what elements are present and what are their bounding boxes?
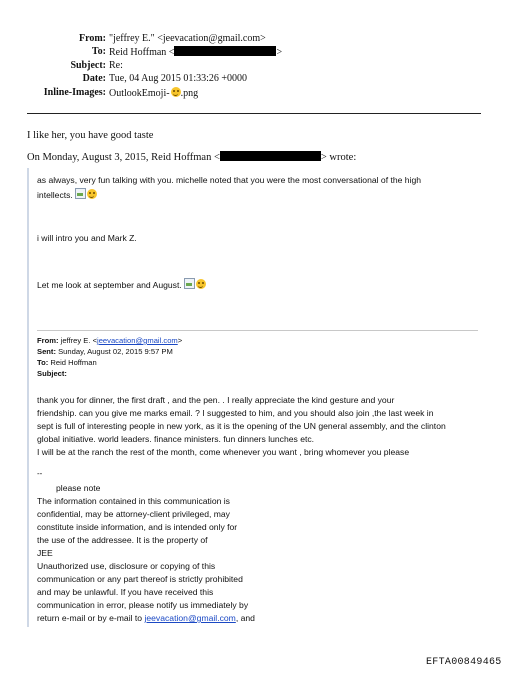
body-line-2: friendship. can you give me marks email. ? I suggested to him, and you should also join ,the last week in [37,408,434,418]
signature-line-6: Unauthorized use, disclosure or copying of this [37,561,216,571]
from-value: "jeffrey E." <jeevacation@gmail.com> [109,33,266,44]
body-line-1: thank you for dinner, the first draft , and the pen. . I really appreciate the kind gesture and your [37,395,395,405]
forward-divider [37,330,478,331]
smiley-emoji-icon [196,279,206,289]
quote-suffix: > wrote: [320,152,357,163]
smiley-emoji-icon [87,189,97,199]
body-line-5: I will be at the ranch the rest of the month, come whenever you want , bring whomever you please [37,447,410,457]
quoted-p3 [37,278,206,290]
signature-line-5: JEE [37,548,53,558]
signature-line-8: and may be unlawful. If you have received this [37,587,214,597]
date-value: Tue, 04 Aug 2015 01:33:26 +0000 [109,73,248,84]
inline-images-value [109,87,198,100]
forward-sent-value: Sunday, August 02, 2015 9:57 PM [58,347,173,356]
quoted-p1-line2-text: intellects. [37,190,73,200]
forward-from-row [37,336,182,345]
subject-row [0,60,512,72]
body-line-3: sept is full of interesting people in new york, as it is the opening of the UN general assembly, and the clinton [37,421,446,431]
forward-from-email-link[interactable]: jeevacation@gmail.com [97,336,178,345]
redaction-box [174,46,276,56]
redaction-box-2 [220,151,321,161]
signature-line-9: communication in error, please notify us immediately by [37,600,249,610]
signature-line-3: constitute inside information, and is intended only for [37,522,238,532]
signature-line-10 [37,613,255,623]
date-row [0,73,512,85]
quote-attribution [27,151,356,163]
forward-to-label: To: [37,358,49,367]
forward-sent-row [37,347,173,356]
signature-email-link[interactable]: jeevacation@gmail.com [144,613,236,623]
forward-to-value: Reid Hoffman [50,358,97,367]
to-value-prefix: Reid Hoffman < [109,47,175,58]
to-value [109,46,282,59]
signature-line-7: communication or any part thereof is strictly prohibited [37,574,243,584]
forward-from-name: jeffrey E. < [60,336,98,345]
to-value-suffix: > [276,47,283,58]
quote-prefix: On Monday, August 3, 2015, Reid Hoffman < [27,152,220,163]
image-placeholder-icon [184,278,195,289]
quoted-p3-text: Let me look at september and August. [37,280,182,290]
to-label: To: [91,46,106,57]
image-placeholder-icon [75,188,86,199]
signature-line-10-suffix: , and [235,613,255,623]
signature-dashes: -- [37,469,43,478]
reply-line: I like her, you have good taste [27,130,154,141]
from-row [0,33,512,45]
date-label: Date: [82,73,106,84]
forward-to-row [37,358,97,367]
document-id: EFTA00849465 [426,657,502,668]
body-line-4: global initiative. world leaders. finance ministers. fun dinners lunches etc. [37,434,315,444]
forward-sent-label: Sent: [37,347,56,356]
forward-subject-row [37,369,67,378]
header-divider [27,113,481,114]
subject-label: Subject: [70,60,106,71]
quote-bar [27,168,29,627]
subject-value: Re: [109,60,123,71]
inline-images-label: Inline-Images: [43,87,106,98]
quoted-p2: i will intro you and Mark Z. [37,233,137,243]
signature-line-1: The information contained in this communication is [37,496,230,506]
inline-images-suffix: .png [180,88,199,99]
forward-from-label: From: [37,336,59,345]
smiley-emoji-icon [171,87,181,97]
quoted-p1-line2 [37,188,97,200]
signature-please-note: please note [56,483,101,493]
quoted-p1-line1: as always, very fun talking with you. michelle noted that you were the most conversational of the high [37,175,422,185]
signature-line-10-prefix: return e-mail or by e-mail to [37,613,145,623]
forward-subject-label: Subject: [37,369,67,378]
inline-images-prefix: OutlookEmoji- [109,88,170,99]
signature-line-2: confidential, may be attorney-client privileged, may [37,509,230,519]
from-label: From: [78,33,106,44]
forward-from-close: > [177,336,183,345]
signature-line-4: the use of the addressee. It is the property of [37,535,208,545]
to-row [0,46,512,58]
inline-images-row [0,87,512,99]
